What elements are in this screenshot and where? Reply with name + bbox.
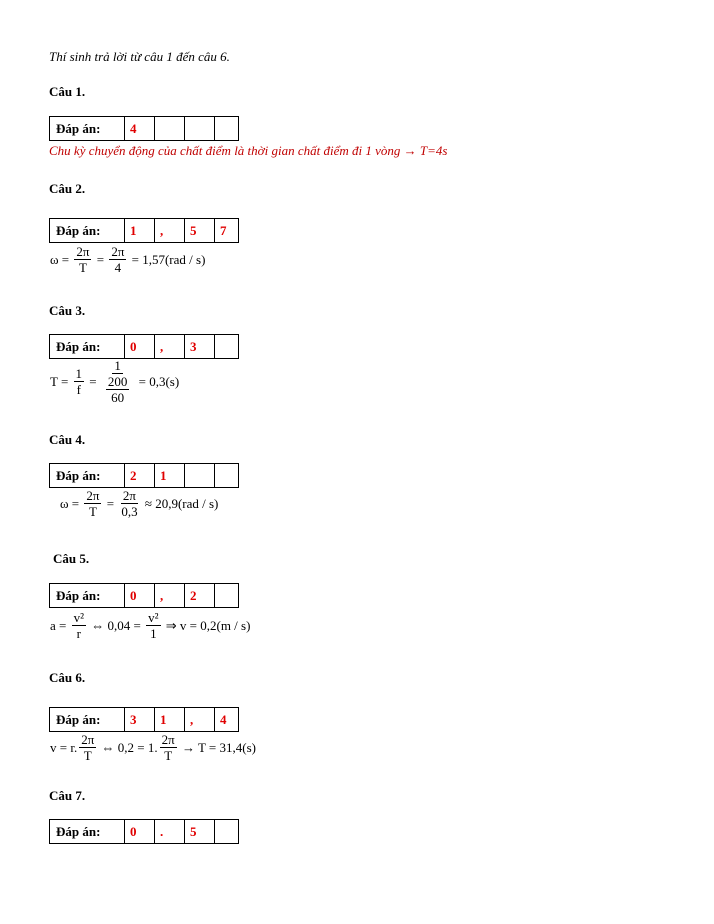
answer-cell: 1 — [155, 464, 185, 488]
denominator: T — [164, 748, 173, 763]
answer-label: Đáp án: — [50, 464, 125, 488]
formula-text: ⇔ 0,04 = — [88, 617, 145, 633]
answer-cell: 4 — [215, 708, 239, 732]
answer-cell: 3 — [125, 708, 155, 732]
solution-formula — [60, 488, 218, 519]
denominator: r — [76, 626, 81, 641]
formula-text: = 0,3(s) — [135, 373, 180, 389]
answer-cell — [215, 117, 239, 141]
denominator — [102, 374, 134, 405]
answer-cell: 4 — [125, 117, 155, 141]
numerator: 2π — [161, 732, 175, 747]
numerator: 2π — [81, 732, 95, 747]
question-title: Câu 3. — [49, 303, 86, 318]
denominator: 4 — [114, 260, 122, 275]
instructions: Thí sinh trả lời từ câu 1 đến câu 6. — [49, 49, 230, 64]
answer-cell: 1 — [155, 708, 185, 732]
question-title: Câu 6. — [49, 670, 86, 685]
answer-cell: 5 — [185, 219, 215, 243]
answer-cell: 7 — [215, 219, 239, 243]
answer-label: Đáp án: — [50, 117, 125, 141]
answer-cell — [215, 464, 239, 488]
answer-cell: 1 — [125, 219, 155, 243]
answer-table — [49, 218, 239, 243]
formula-text: = 1,57(rad / s) — [128, 251, 206, 267]
fraction — [79, 732, 96, 763]
denominator: T — [83, 748, 92, 763]
numerator: 1 — [114, 358, 121, 373]
numerator: 1 — [75, 366, 83, 381]
formula-text: a = — [50, 617, 70, 633]
formula-text: ω = — [60, 495, 83, 511]
answer-table — [49, 583, 239, 608]
question-title: Câu 7. — [49, 788, 86, 803]
question-title: Câu 1. — [49, 84, 86, 99]
fraction — [102, 358, 134, 405]
answer-cell: 5 — [185, 820, 215, 844]
denominator: 1 — [150, 626, 157, 641]
formula-text: → T = 31,4(s) — [178, 739, 256, 755]
formula-text: v = r. — [50, 739, 78, 755]
answer-cell: 3 — [185, 335, 215, 359]
formula-text: = — [93, 251, 108, 267]
answer-cell: . — [155, 820, 185, 844]
answer-cell: 0 — [125, 820, 155, 844]
formula-text: ω = — [50, 251, 73, 267]
answer-cell: 2 — [125, 464, 155, 488]
fraction — [74, 244, 91, 275]
formula-text: T = — [50, 373, 72, 389]
denominator: f — [76, 382, 81, 397]
question-title: Câu 2. — [49, 181, 86, 196]
answer-table — [49, 819, 239, 844]
formula-text: = — [86, 373, 100, 389]
answer-label: Đáp án: — [50, 219, 125, 243]
answer-cell: 0 — [125, 335, 155, 359]
answer-cell — [215, 820, 239, 844]
fraction — [74, 366, 85, 397]
fraction — [146, 610, 160, 641]
denominator: T — [88, 504, 97, 519]
question-title: Câu 5. — [53, 551, 90, 566]
answer-cell — [155, 117, 185, 141]
answer-label: Đáp án: — [50, 820, 125, 844]
answer-table — [49, 707, 239, 732]
answer-cell — [215, 335, 239, 359]
denominator: 0,3 — [121, 504, 138, 519]
answer-table — [49, 463, 239, 488]
answer-cell: 0 — [125, 584, 155, 608]
denominator: T — [78, 260, 87, 275]
answer-cell: , — [185, 708, 215, 732]
numerator: v² — [148, 610, 159, 625]
numerator: v² — [73, 610, 85, 625]
answer-label: Đáp án: — [50, 335, 125, 359]
answer-cell: , — [155, 335, 185, 359]
fraction — [160, 732, 177, 763]
solution-formula — [50, 358, 179, 405]
answer-cell: , — [155, 219, 185, 243]
fraction — [119, 488, 139, 519]
question-title: Câu 4. — [49, 432, 86, 447]
formula-text: = — [103, 495, 118, 511]
fraction — [106, 374, 130, 405]
answer-cell — [215, 584, 239, 608]
numerator: 2π — [122, 488, 136, 503]
answer-table — [49, 116, 239, 141]
denominator: 60 — [111, 390, 125, 405]
answer-cell: 2 — [185, 584, 215, 608]
answer-cell: , — [155, 584, 185, 608]
solution-formula — [50, 610, 250, 641]
fraction — [84, 488, 101, 519]
solution-note: Chu kỳ chuyển động của chất điểm là thời gian chất điểm đi 1 vòng → T=4s — [49, 143, 448, 158]
numerator: 200 — [107, 374, 128, 389]
fraction — [109, 244, 126, 275]
answer-label: Đáp án: — [50, 708, 125, 732]
numerator: 2π — [76, 244, 90, 259]
formula-text: ⇔ 0,2 = 1. — [98, 739, 158, 755]
answer-label: Đáp án: — [50, 584, 125, 608]
fraction — [72, 610, 86, 641]
formula-text: ⇒ v = 0,2(m / s) — [162, 617, 251, 633]
answer-cell — [185, 464, 215, 488]
numerator: 2π — [86, 488, 100, 503]
answer-table — [49, 334, 239, 359]
formula-text: ≈ 20,9(rad / s) — [141, 495, 219, 511]
numerator: 2π — [111, 244, 125, 259]
solution-formula — [50, 732, 256, 763]
solution-formula — [50, 244, 205, 275]
answer-cell — [185, 117, 215, 141]
